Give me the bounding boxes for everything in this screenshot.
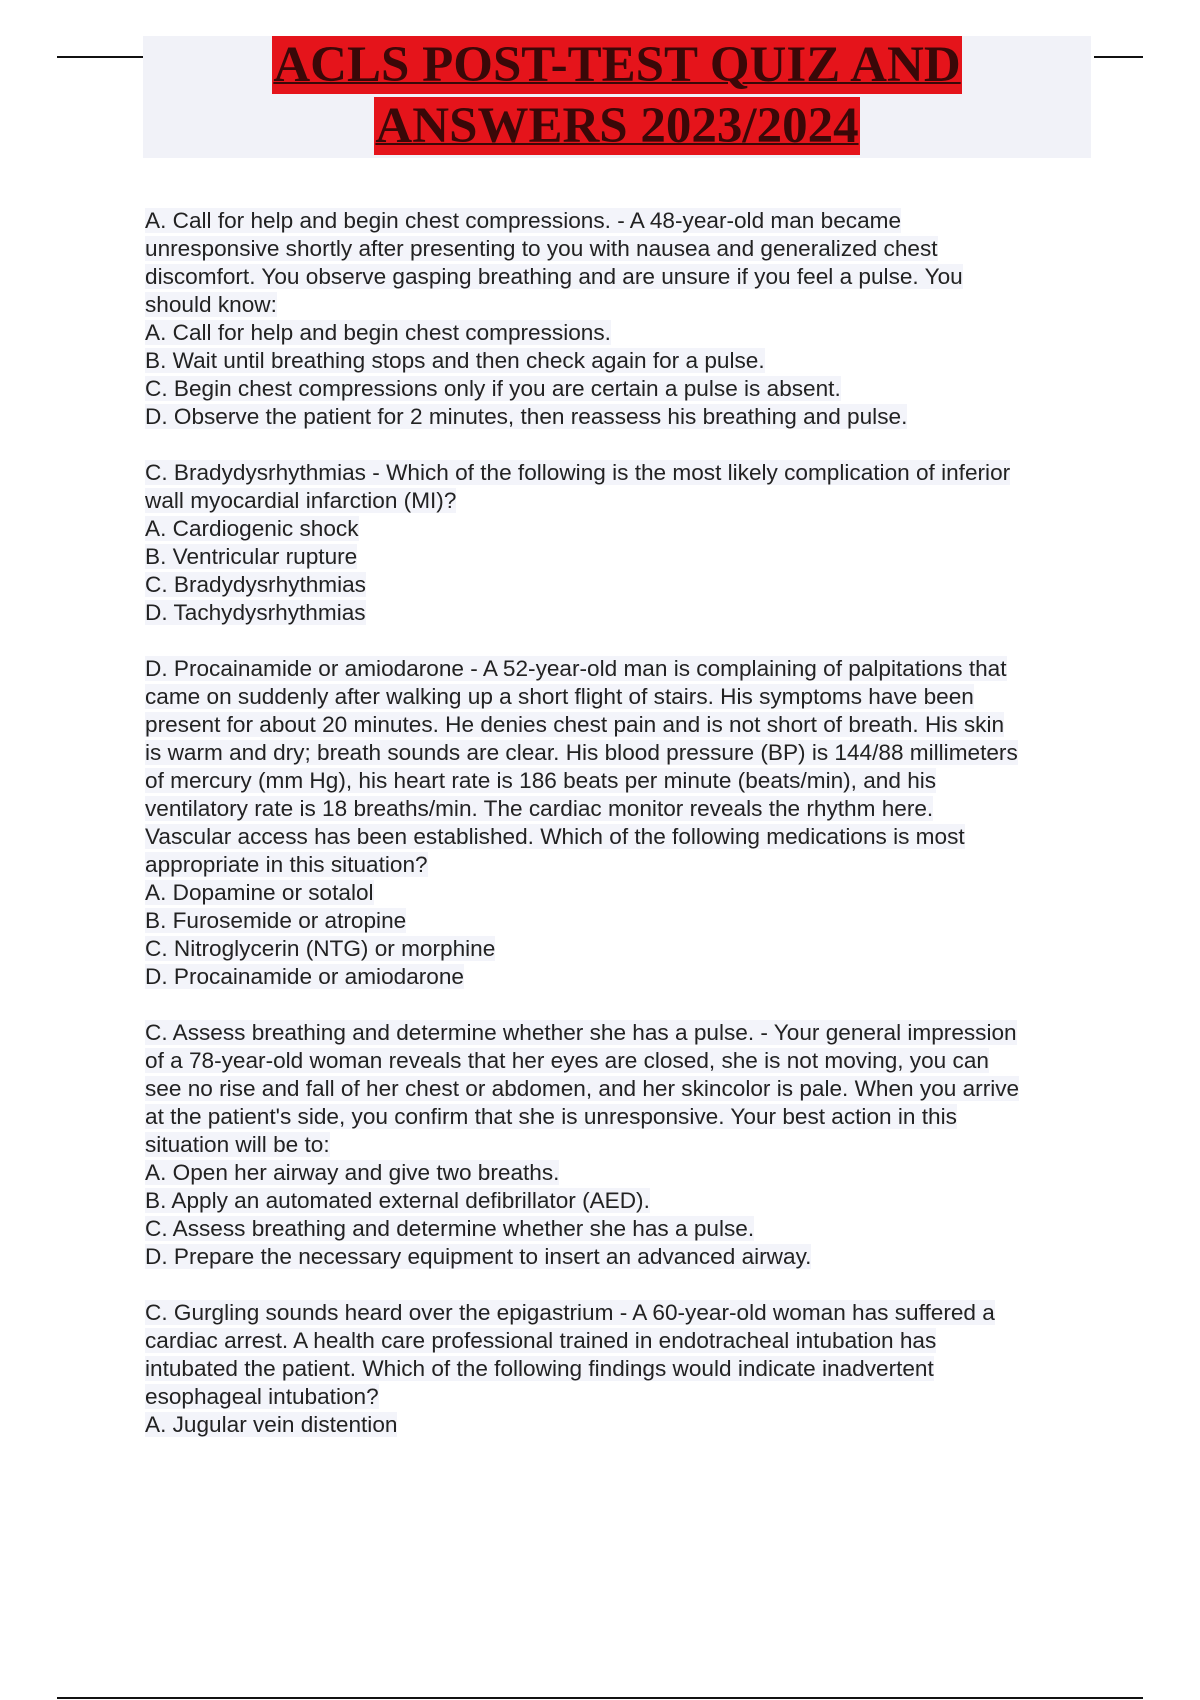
question-stem-line: of mercury (mm Hg), his heart rate is 186 beats per minute (beats/min), and his <box>145 768 937 793</box>
question-stem-line: is warm and dry; breath sounds are clear. His blood pressure (BP) is 144/88 millimeters <box>145 740 1018 765</box>
title-line-2: ANSWERS 2023/2024 <box>375 98 859 154</box>
question-stem-line: situation will be to: <box>145 1132 330 1157</box>
answer-option: A. Jugular vein distention <box>145 1412 398 1437</box>
question-stem-line: C. Assess breathing and determine whether she has a pulse. - Your general impression <box>145 1020 1017 1045</box>
question-stem-line: C. Bradydysrhythmias - Which of the following is the most likely complication of inferior <box>145 460 1011 485</box>
question-block-3 <box>145 655 1090 991</box>
question-block-5 <box>145 1299 1090 1439</box>
answer-option: A. Call for help and begin chest compressions. <box>145 320 611 345</box>
answer-option: C. Begin chest compressions only if you are certain a pulse is absent. <box>145 376 841 401</box>
question-stem-line: at the patient's side, you confirm that she is unresponsive. Your best action in this <box>145 1104 957 1129</box>
answer-option: B. Wait until breathing stops and then check again for a pulse. <box>145 348 765 373</box>
question-stem-line: intubated the patient. Which of the following findings would indicate inadvertent <box>145 1356 934 1381</box>
question-stem-line: appropriate in this situation? <box>145 852 428 877</box>
question-stem-line: wall myocardial infarction (MI)? <box>145 488 457 513</box>
answer-option: D. Observe the patient for 2 minutes, then reassess his breathing and pulse. <box>145 404 908 429</box>
question-block-1 <box>145 207 1090 431</box>
question-stem-line: esophageal intubation? <box>145 1384 379 1409</box>
answer-option: A. Dopamine or sotalol <box>145 880 374 905</box>
footer-rule <box>57 1697 1143 1699</box>
question-stem-line: C. Gurgling sounds heard over the epigastrium - A 60-year-old woman has suffered a <box>145 1300 995 1325</box>
question-stem-line: of a 78-year-old woman reveals that her eyes are closed, she is not moving, you can <box>145 1048 989 1073</box>
question-stem-line: came on suddenly after walking up a short flight of stairs. His symptoms have been <box>145 684 974 709</box>
answer-option: D. Procainamide or amiodarone <box>145 964 464 989</box>
question-stem-line: D. Procainamide or amiodarone - A 52-year-old man is complaining of palpitations that <box>145 656 1007 681</box>
answer-option: B. Ventricular rupture <box>145 544 358 569</box>
quiz-content <box>145 207 1090 1467</box>
question-stem-line: discomfort. You observe gasping breathing and are unsure if you feel a pulse. You <box>145 264 963 289</box>
question-stem-line: cardiac arrest. A health care professional trained in endotracheal intubation has <box>145 1328 937 1353</box>
answer-option: A. Cardiogenic shock <box>145 516 359 541</box>
answer-option: C. Nitroglycerin (NTG) or morphine <box>145 936 496 961</box>
question-block-4 <box>145 1019 1090 1271</box>
question-stem-line: see no rise and fall of her chest or abdomen, and her skincolor is pale. When you arrive <box>145 1076 1020 1101</box>
question-stem-line: unresponsive shortly after presenting to you with nausea and generalized chest <box>145 236 938 261</box>
question-stem-line: should know: <box>145 292 277 317</box>
answer-option: A. Open her airway and give two breaths. <box>145 1160 560 1185</box>
question-stem-line: Vascular access has been established. Which of the following medications is most <box>145 824 965 849</box>
title-banner <box>143 36 1091 158</box>
question-stem-line: A. Call for help and begin chest compressions. - A 48-year-old man became <box>145 208 902 233</box>
header-rule-left <box>57 56 143 58</box>
header-rule-right <box>1094 56 1143 58</box>
answer-option: B. Furosemide or atropine <box>145 908 407 933</box>
answer-option: C. Assess breathing and determine whether she has a pulse. <box>145 1216 755 1241</box>
answer-option: D. Tachydysrhythmias <box>145 600 366 625</box>
title-line-1: ACLS POST-TEST QUIZ AND <box>273 37 961 93</box>
answer-option: D. Prepare the necessary equipment to insert an advanced airway. <box>145 1244 812 1269</box>
answer-option: B. Apply an automated external defibrillator (AED). <box>145 1188 650 1213</box>
question-stem-line: ventilatory rate is 18 breaths/min. The cardiac monitor reveals the rhythm here. <box>145 796 934 821</box>
question-stem-line: present for about 20 minutes. He denies chest pain and is not short of breath. His skin <box>145 712 1005 737</box>
answer-option: C. Bradydysrhythmias <box>145 572 366 597</box>
question-block-2 <box>145 459 1090 627</box>
